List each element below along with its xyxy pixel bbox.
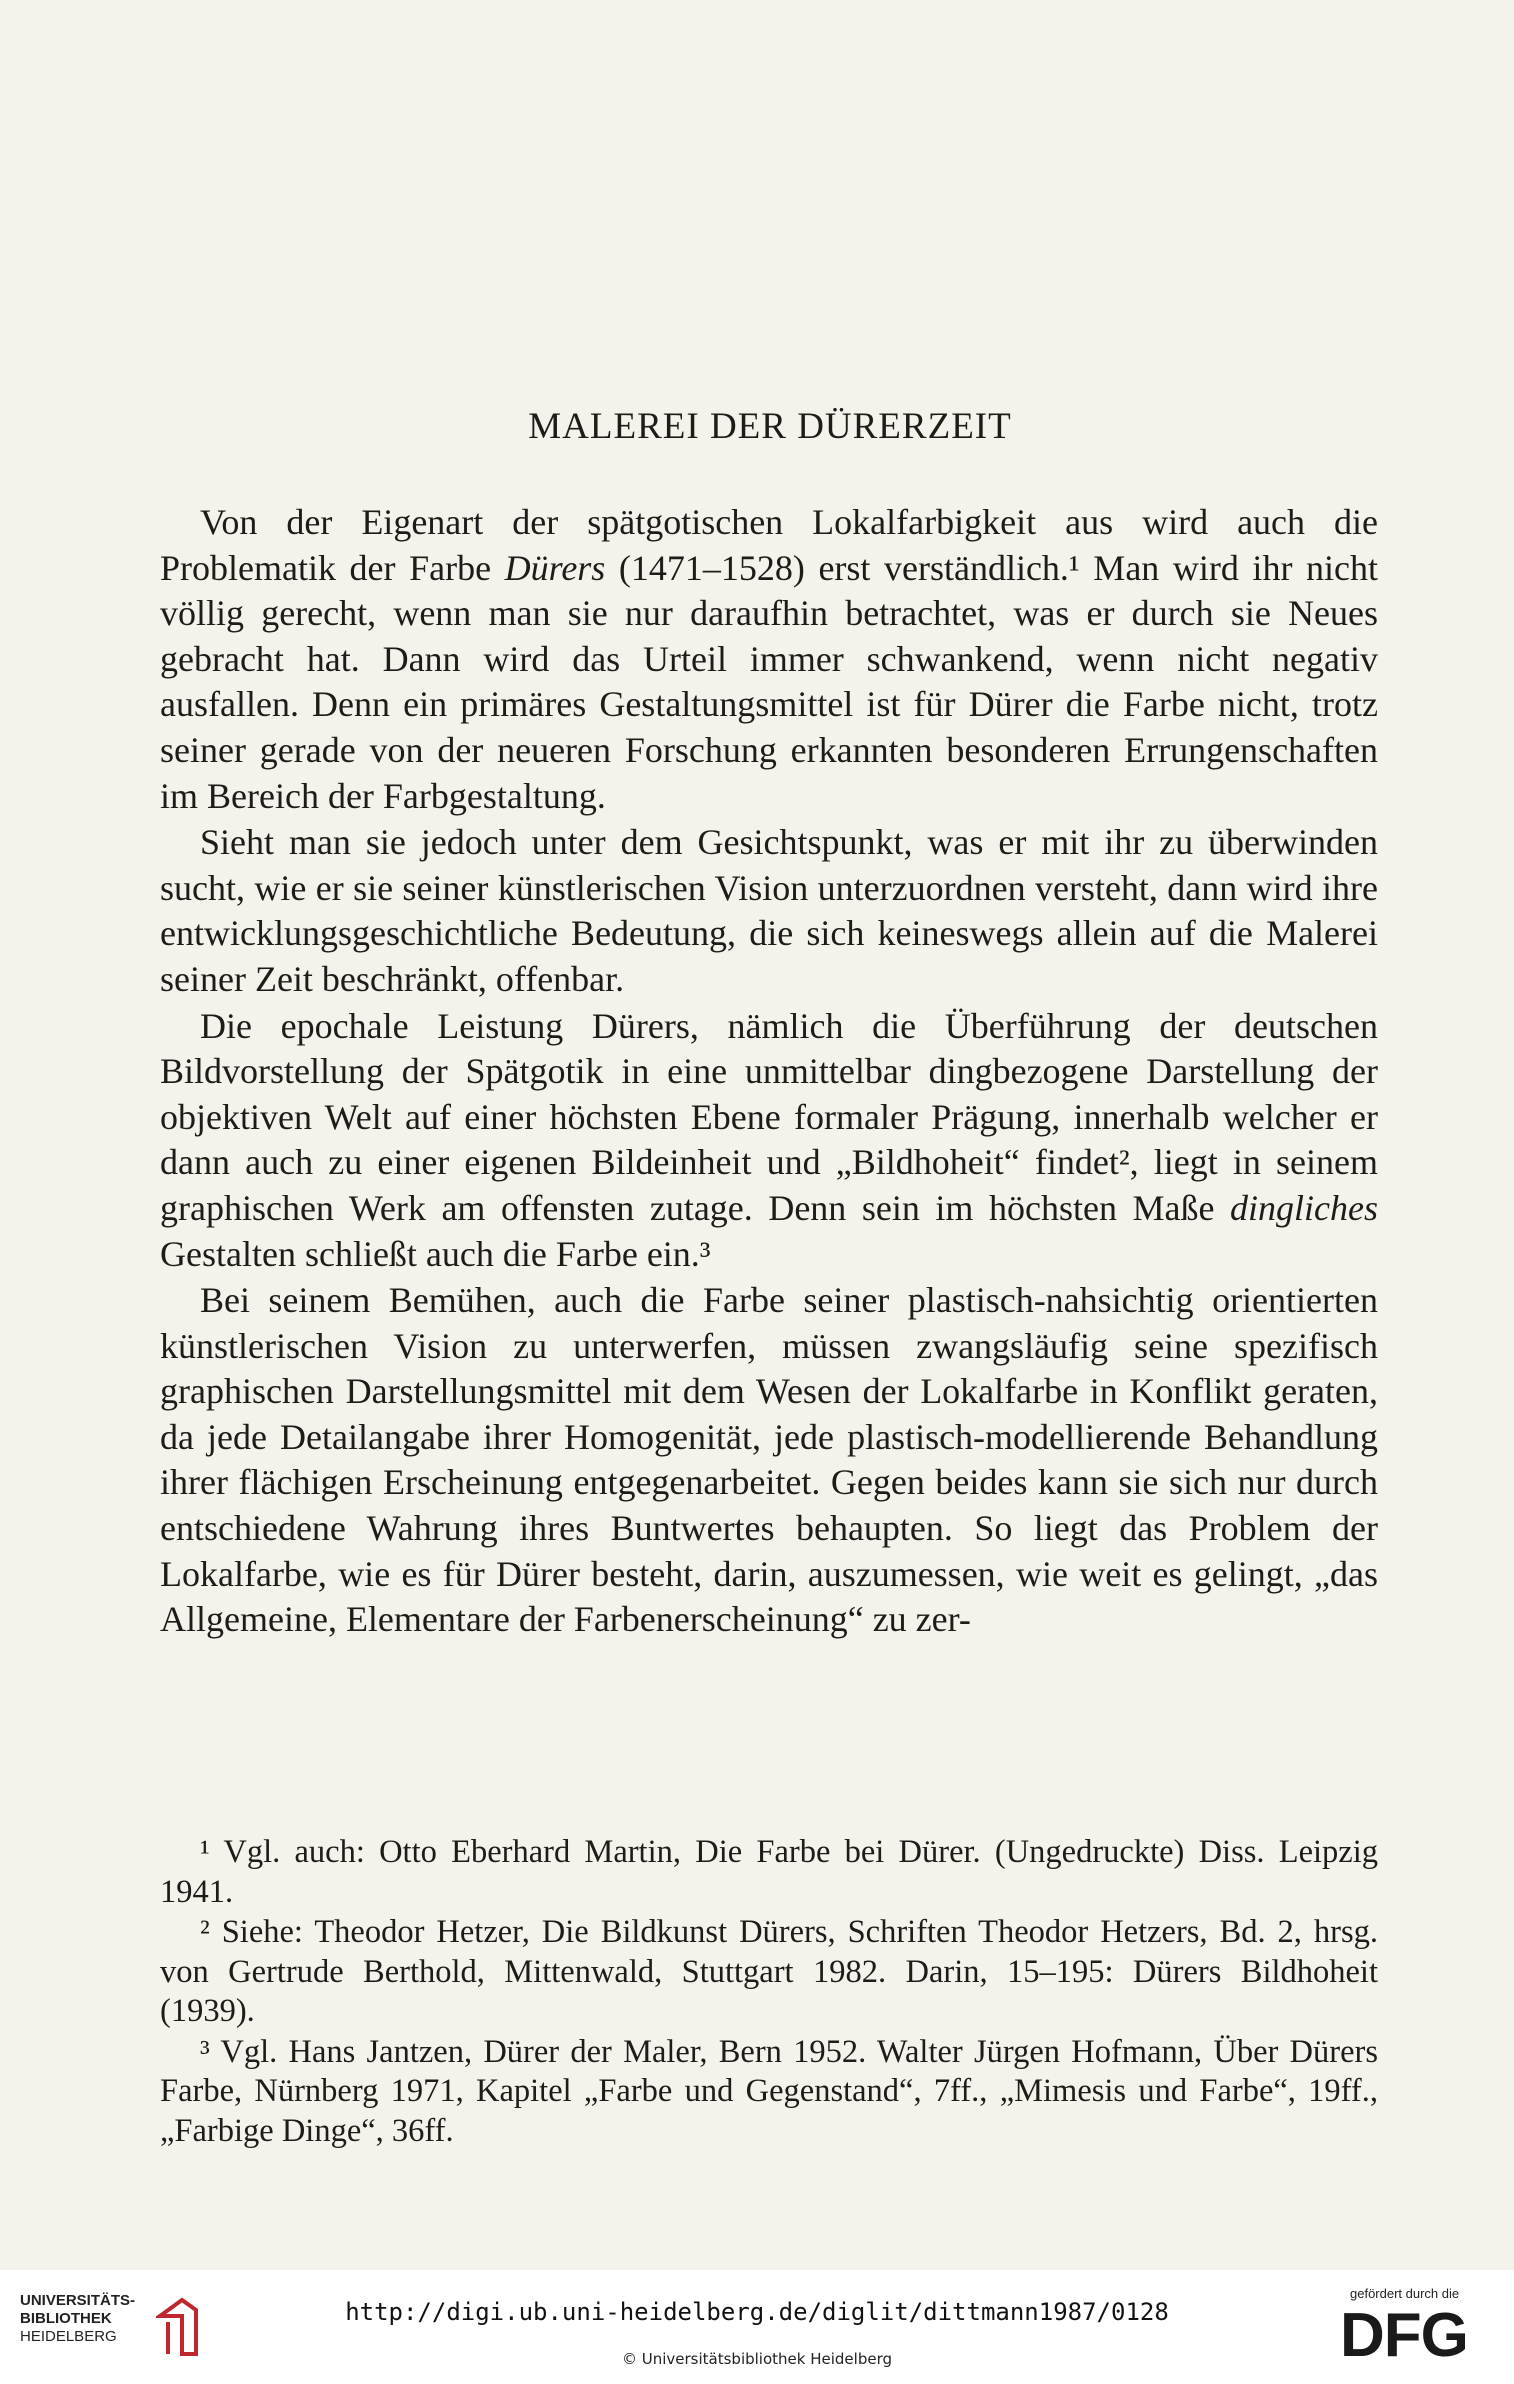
body-paragraph <box>160 1278 1378 1643</box>
footnotes <box>160 1833 1378 2152</box>
copyright-notice: © Universitätsbibliothek Heidelberg <box>621 2350 892 2368</box>
chapter-heading: MALEREI DER DÜRERZEIT <box>528 406 1012 447</box>
dfg-logo[interactable]: DFG <box>1340 2301 1468 2370</box>
paragraph-text: (1471–1528) erst verständlich.¹ Man wird ihr nicht völlig gerecht, wenn man sie nur daraufhin betrachtet, was er durch sie Neues gebracht hat. Dann wird das Urteil immer schwankend, wenn nicht negativ ausfallen. Denn ein primäres Gestaltungsmittel ist für Dürer die Farbe nicht, trotz seiner gerade von der neueren Forschung erkannten besonderen Errungenschaften im Bereich der Farbgestaltung. <box>160 547 1378 816</box>
emphasized-text: dingliches <box>1230 1187 1378 1228</box>
body-paragraph <box>160 1004 1378 1278</box>
body-paragraph <box>160 820 1378 1002</box>
footnote: ¹ Vgl. auch: Otto Eberhard Martin, Die Farbe bei Dürer. (Ungedruckte) Diss. Leipzig 1941. <box>160 1834 1378 1910</box>
viewer-footer <box>0 2270 1514 2384</box>
body-text <box>160 500 1378 1643</box>
paragraph-text: Sieht man sie jedoch unter dem Gesichtspunkt, was er mit ihr zu überwinden sucht, wie er sie seiner künstlerischen Vision unterzuordnen versteht, dann wird ihre entwicklungsgeschichtliche Bedeutung, die sich keineswegs allein auf die Malerei seiner Zeit beschränkt, offenbar. <box>160 822 1378 999</box>
paragraph-text: Gestalten schließt auch die Farbe ein.³ <box>160 1233 711 1274</box>
paragraph-text: Die epochale Leistung Dürers, nämlich die Überführung der deutschen Bildvorstellung der Spätgotik in eine unmittelbar dingbezogene Darstellung der objektiven Welt auf einer höchsten Ebene formaler Prägung, innerhalb welcher er dann auch zu einer eigenen Bildeinheit und „Bildhoheit“ findet², liegt in seinem graphischen Werk am offensten zutage. Denn sein im höchsten Maße <box>160 1005 1378 1228</box>
footnote: ² Siehe: Theodor Hetzer, Die Bildkunst Dürers, Schriften Theodor Hetzers, Bd. 2, hrsg. von Gertrude Berthold, Mittenwald, Stuttgart 1982. Darin, 15–195: Dürers Bildhoheit (1939). <box>160 1914 1378 2029</box>
library-name-line2: BIBLIOTHEK <box>20 2310 112 2327</box>
library-name-line3: HEIDELBERG <box>20 2328 117 2345</box>
permalink-url[interactable]: http://digi.ub.uni-heidelberg.de/diglit/dittmann1987/0128 <box>345 2298 1169 2326</box>
paragraph-text: Von der Eigenart der spätgotischen Lokalfarbigkeit aus wird auch die Problematik der Farbe <box>160 502 1378 588</box>
body-paragraph <box>160 500 1378 819</box>
paragraph-text: Bei seinem Bemühen, auch die Farbe seiner plastisch-nahsichtig orientierten künstlerischen Vision zu unterwerfen, müssen zwangsläufig seine spezifisch graphischen Darstellungsmittel mit dem Wesen der Lokalfarbe in Konflikt geraten, da jede Detailangabe ihrer Homogenität, jede plastisch-modellierende Behandlung ihrer flächigen Erscheinung entgegenarbeitet. Gegen beides kann sie sich nur durch entschiedene Wahrung ihres Buntwertes behaupten. So liegt das Problem der Lokalfarbe, wie es für Dürer besteht, darin, auszumessen, wie weit es gelingt, „das Allgemeine, Elementare der Farbenerscheinung“ zu zer- <box>160 1280 1378 1640</box>
library-name-line1: UNIVERSITÄTS- <box>20 2292 136 2309</box>
footnote: ³ Vgl. Hans Jantzen, Dürer der Maler, Bern 1952. Walter Jürgen Hofmann, Über Dürers Farbe, Nürnberg 1971, Kapitel „Farbe und Gegenstand“, 7ff., „Mimesis und Farbe“, 19ff., „Farbige Dinge“, 36ff. <box>160 2033 1378 2149</box>
emphasized-text: Dürers <box>504 547 606 588</box>
funding-label: gefördert durch die <box>1350 2286 1460 2301</box>
